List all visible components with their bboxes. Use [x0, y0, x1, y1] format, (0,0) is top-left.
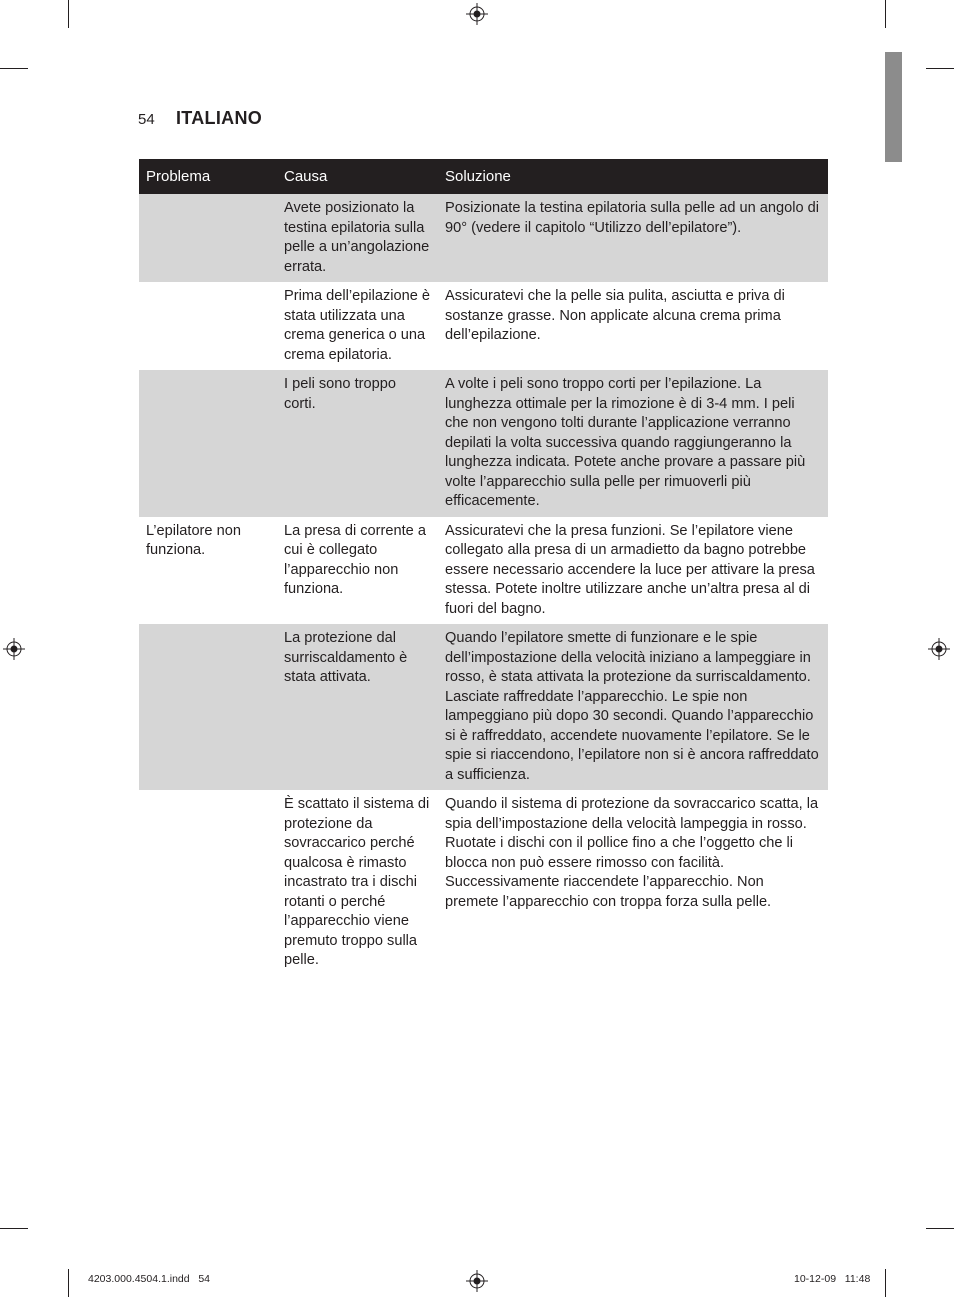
table-row [139, 282, 828, 370]
column-header-cause: Causa [277, 159, 438, 194]
crop-mark-bottom-left-vertical [68, 1269, 69, 1297]
registration-mark-icon [3, 638, 25, 660]
problem-cell [139, 790, 277, 976]
footer-datetime: 10-12-09 11:48 [794, 1273, 871, 1285]
problem-cell: L’epilatore non funziona. [146, 522, 241, 558]
footer-file-info: 4203.000.4504.1.indd 54 [88, 1273, 211, 1285]
cause-cell: La presa di corrente a cui è collegato l’apparecchio non funziona. [284, 522, 426, 597]
problem-cell [139, 624, 277, 790]
cause-cell: I peli sono troppo corti. [277, 370, 438, 517]
crop-mark-top-left-horizontal [0, 68, 28, 69]
table-row [139, 370, 828, 517]
troubleshooting-table [139, 159, 828, 976]
registration-mark-icon [928, 638, 950, 660]
solution-cell: A volte i peli sono troppo corti per l’epilazione. La lunghezza ottimale per la rimozione è di 3-4 mm. I peli che non vengono tolti durante l’applicazione verranno depilati la volta successiva quando raggiungeranno la lunghezza indicata. Potete anche provare a passare più volte l’apparecchio sulla pelle per rimuoverli più efficacemente. [438, 370, 828, 517]
problem-cell [139, 194, 277, 282]
problem-cell [139, 282, 277, 370]
crop-mark-top-right-vertical [885, 0, 886, 28]
crop-mark-bottom-left-horizontal [0, 1228, 28, 1229]
cause-cell: È scattato il sistema di protezione da sovraccarico perché qualcosa è rimasto incastrato tra i dischi rotanti o perché l’apparecchio viene premuto troppo sulla pelle. [284, 796, 430, 968]
registration-mark-icon [466, 1270, 488, 1292]
table-row [139, 624, 828, 790]
cause-cell: Prima dell’epilazione è stata utilizzata una crema generica o una crema epilatoria. [284, 288, 431, 363]
page-number: 54 [138, 111, 155, 128]
table-row [139, 517, 828, 625]
table-header-row [139, 159, 828, 194]
crop-mark-bottom-right-horizontal [926, 1228, 954, 1229]
solution-cell: Assicuratevi che la pelle sia pulita, asciutta e priva di sostanze grasse. Non applicate alcuna crema prima dell’epilazione. [445, 288, 785, 343]
problem-cell [139, 370, 277, 517]
solution-cell: Assicuratevi che la presa funzioni. Se l’epilatore viene collegato alla presa di un armadietto da bagno potrebbe essere necessario accendere la luce per attivare la presa stessa. Potete inoltre utilizzare anche un’altra presa al di fuori del bagno. [445, 522, 815, 617]
section-side-tab [885, 52, 902, 162]
column-header-solution: Soluzione [438, 159, 828, 194]
language-heading: ITALIANO [176, 108, 263, 128]
crop-mark-top-right-horizontal [926, 68, 954, 69]
column-header-problem: Problema [139, 159, 277, 194]
registration-mark-icon [466, 3, 488, 25]
cause-cell: Avete posizionato la testina epilatoria sulla pelle a un’angolazione errata. [277, 194, 438, 282]
cause-cell: La protezione dal surriscaldamento è stata attivata. [277, 624, 438, 790]
crop-mark-bottom-right-vertical [885, 1269, 886, 1297]
solution-cell: Quando l’epilatore smette di funzionare e le spie dell’impostazione della velocità iniziano a lampeggiare in rosso, è stata attivata la protezione da surriscaldamento. Lasciate raffreddate l’apparecchio. Le spie non lampeggiano più dopo 30 secondi. Quando l’apparecchio si è raffreddato, accendete nuovamente l’epilatore. Se le spie si riaccendono, l’epilatore non si è ancora raffreddato a sufficienza. [438, 624, 828, 790]
table-row [139, 194, 828, 282]
table-row [139, 790, 828, 976]
solution-cell: Posizionate la testina epilatoria sulla pelle ad un angolo di 90° (vedere il capitolo “Utilizzo dell’epilatore”). [438, 194, 828, 282]
solution-cell: Quando il sistema di protezione da sovraccarico scatta, la spia dell’impostazione della velocità lampeggia in rosso. Ruotate i dischi con il pollice fino a che l’oggetto che li blocca non può essere rimosso con facilità. Successivamente riaccendete l’apparecchio. Non premete l’apparecchio con troppa forza sulla pelle. [445, 796, 819, 910]
crop-mark-top-left-vertical [68, 0, 69, 28]
